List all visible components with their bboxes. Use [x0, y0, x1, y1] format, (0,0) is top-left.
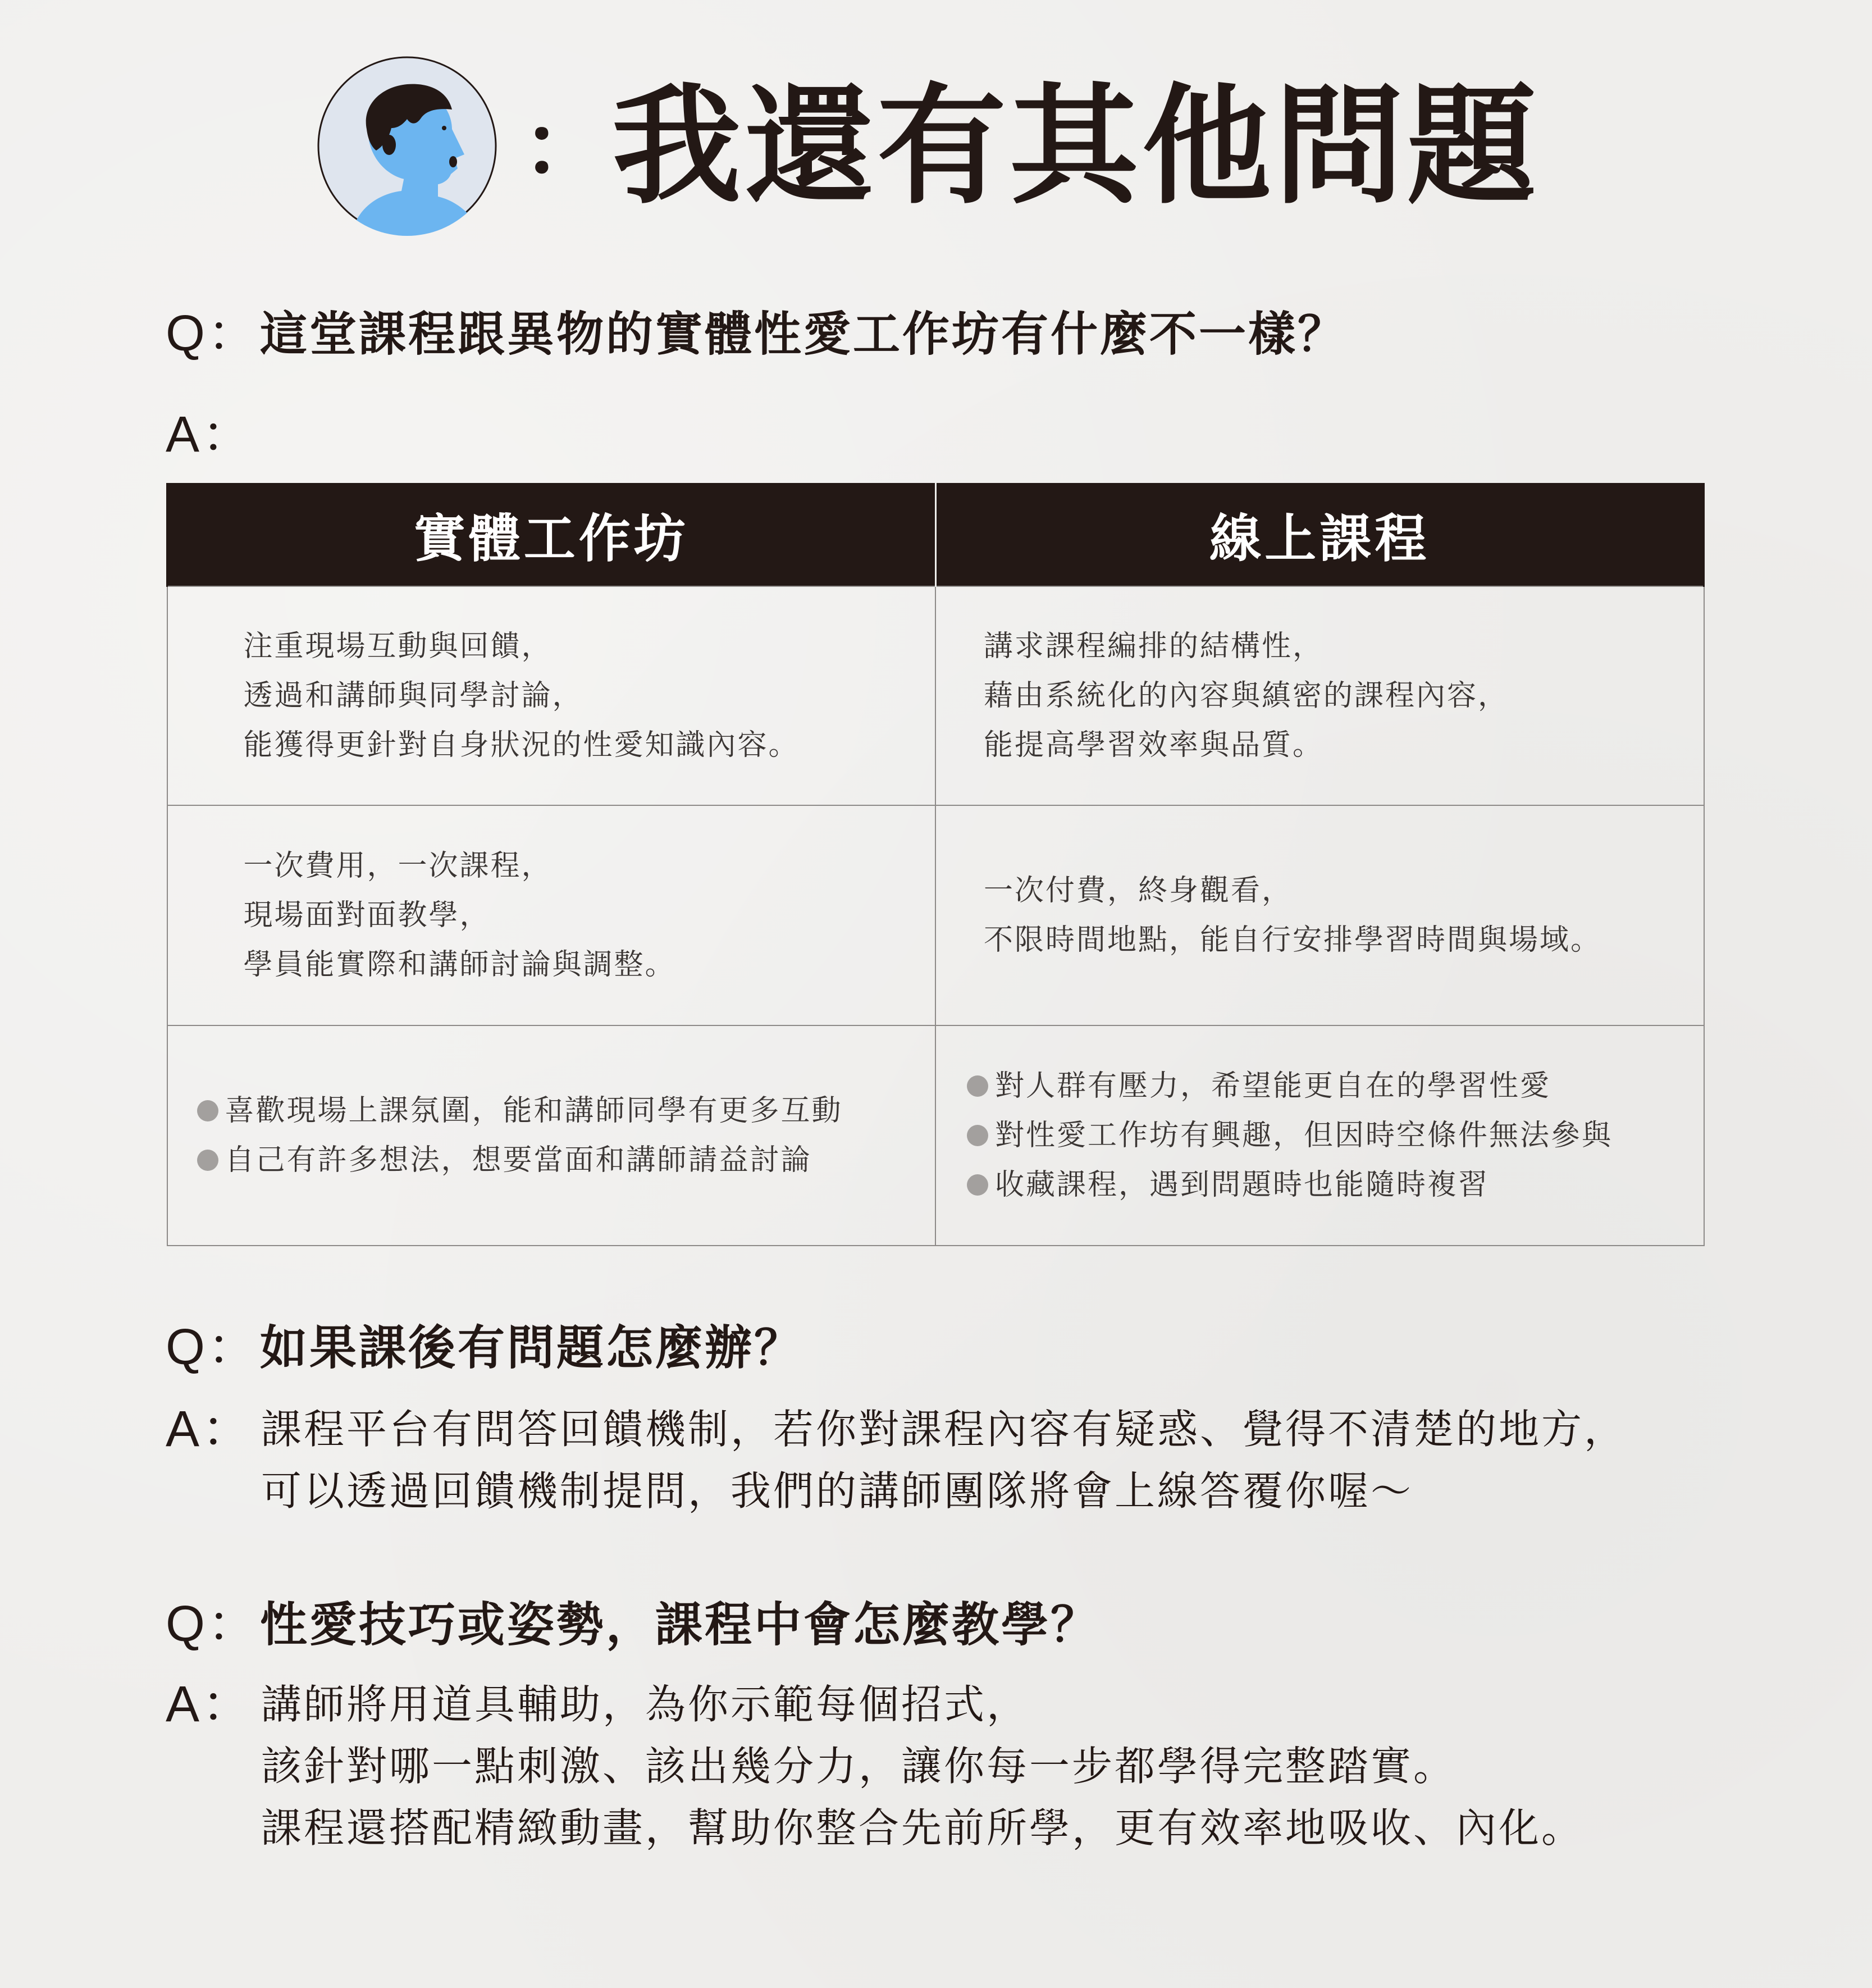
table-row — [167, 1025, 1704, 1246]
faq2-question — [166, 1317, 803, 1378]
table-row — [167, 586, 1704, 805]
cell-line: 注重現場互動與回饋， — [243, 630, 553, 663]
faq3-a-mark: A： — [166, 1676, 255, 1732]
comparison-table — [166, 483, 1705, 1246]
header-cell-workshop: 實體工作坊 — [167, 483, 936, 586]
cell-line: 透過和講師與同學討論， — [243, 679, 583, 713]
faq2-question-text: 如果課後有問題怎麼辦？ — [260, 1320, 804, 1375]
bullet-dot-icon — [967, 1075, 988, 1097]
list-item-text: 喜歡現場上課氛圍，能和講師同學有更多互動 — [225, 1094, 843, 1128]
cell-line: 不限時間地點，能自行安排學習時間與場域。 — [984, 923, 1602, 957]
cell-line: 學員能實際和講師討論與調整。 — [243, 948, 676, 982]
header-cell-online: 線上課程 — [935, 483, 1704, 586]
list-item — [967, 1111, 1704, 1160]
cell-line: 講求課程編排的結構性， — [984, 630, 1324, 663]
faq1-question — [166, 303, 1347, 364]
cell-line: 能獲得更針對自身狀況的性愛知識內容。 — [243, 728, 800, 762]
table-cell-online — [935, 586, 1704, 805]
cell-line: 能提高學習效率與品質。 — [984, 728, 1324, 762]
faq3-q-mark: Q： — [166, 1596, 261, 1652]
answer-line: 可以透過回饋機制提問，我們的講師團隊將會上線答覆你喔～ — [261, 1467, 1414, 1515]
faq1-q-mark: Q： — [166, 306, 261, 362]
answer-line: 課程還搭配精緻動畫，幫助你整合先前所學，更有效率地吸收、內化。 — [261, 1804, 1585, 1852]
bullet-dot-icon — [967, 1125, 988, 1146]
list-item — [197, 1086, 935, 1136]
cell-line: 一次付費，終身觀看， — [984, 874, 1293, 908]
list-item — [967, 1160, 1704, 1210]
list-item-text: 收藏課程，遇到問題時也能隨時複習 — [995, 1168, 1490, 1202]
title-colon: ： — [522, 97, 607, 195]
cell-line: 藉由系統化的內容與縝密的課程內容， — [984, 679, 1509, 713]
bullet-dot-icon — [197, 1100, 218, 1121]
faq3-question-text: 性愛技巧或姿勢，課程中會怎麼教學？ — [260, 1597, 1101, 1652]
faq2-q-mark: Q： — [166, 1319, 261, 1375]
table-cell-online — [935, 805, 1704, 1025]
person-profile-icon — [317, 56, 497, 236]
answer-line: 講師將用道具輔助，為你示範每個招式， — [261, 1681, 1030, 1728]
faq2-a-mark: A： — [166, 1401, 255, 1457]
table-cell-workshop — [167, 805, 936, 1025]
answer-line: 課程平台有問答回饋機制，若你對課程內容有疑惑、覺得不清楚的地方， — [261, 1406, 1627, 1453]
table-cell-online — [935, 1025, 1704, 1246]
bullet-dot-icon — [197, 1150, 218, 1171]
faq1-question-text: 這堂課程跟異物的實體性愛工作坊有什麼不一樣？ — [260, 307, 1348, 362]
list-item — [967, 1061, 1704, 1111]
cell-line: 現場面對面教學， — [243, 899, 491, 932]
table-cell-workshop — [167, 586, 936, 805]
table-row — [167, 805, 1704, 1025]
faq3-question — [166, 1594, 1100, 1654]
answer-line: 該針對哪一點刺激、該出幾分力，讓你每一步都學得完整踏實。 — [261, 1743, 1456, 1790]
list-item-text: 自己有許多想法，想要當面和講師請益討論 — [225, 1143, 812, 1177]
list-item-text: 對性愛工作坊有興趣，但因時空條件無法參與 — [995, 1119, 1613, 1152]
faq1-a-mark: A： — [166, 407, 255, 463]
page-title: 我還有其他問題 — [612, 70, 1540, 222]
bullet-dot-icon — [967, 1174, 988, 1196]
list-item — [197, 1136, 935, 1185]
list-item-text: 對人群有壓力，希望能更自在的學習性愛 — [995, 1069, 1551, 1103]
cell-line: 一次費用，一次課程， — [243, 849, 553, 883]
table-cell-workshop — [167, 1025, 936, 1246]
page-header — [317, 53, 1540, 239]
